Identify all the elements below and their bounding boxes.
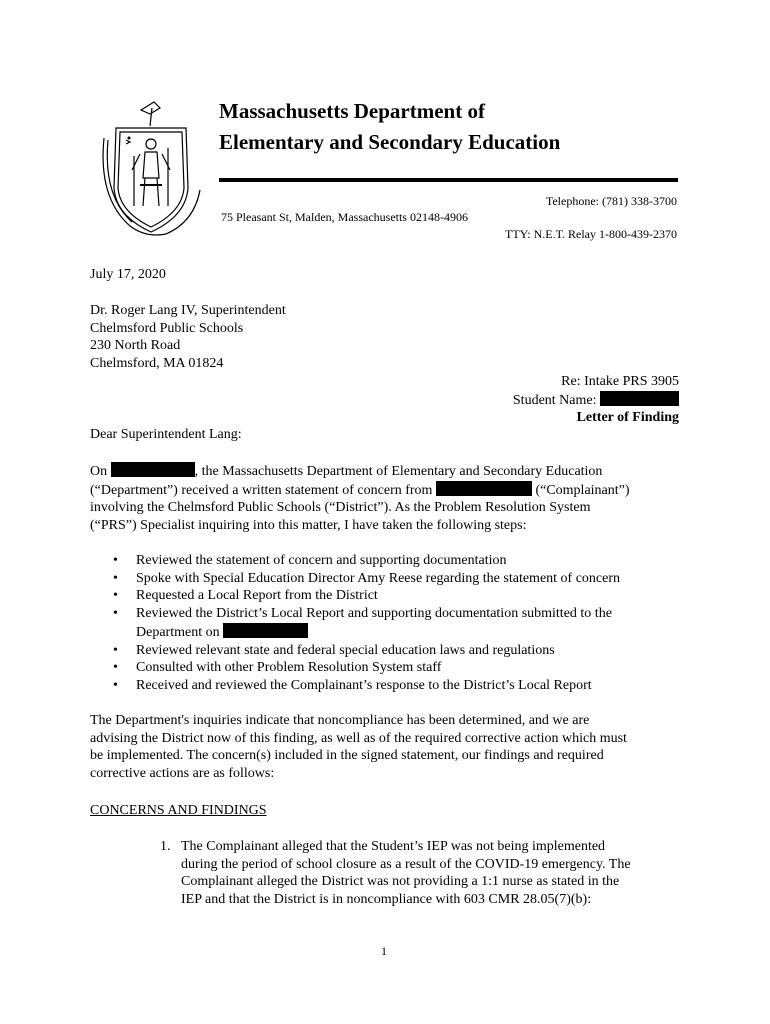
tty: TTY: N.E.T. Relay 1-800-439-2370 <box>505 227 677 241</box>
steps-list <box>90 552 690 695</box>
recipient-line: Chelmsford, MA 01824 <box>90 356 224 372</box>
list-item: • Consulted with other Problem Resolution System staff <box>90 659 690 677</box>
redacted-date <box>111 462 195 477</box>
telephone: Telephone: (781) 338-3700 <box>545 194 677 208</box>
paragraph-line: advising the District now of this finding, as well as of the required corrective action which must <box>90 730 627 746</box>
intro-text: (“Department”) received a written statement of concern from <box>90 482 436 498</box>
recipient-block <box>90 302 286 373</box>
page-number: 1 <box>381 944 387 958</box>
list-item: • Requested a Local Report from the District <box>90 587 690 605</box>
letter-date: July 17, 2020 <box>90 267 166 282</box>
paragraph-line: The Department's inquiries indicate that noncompliance has been determined, and we are <box>90 713 590 728</box>
redacted-student-name <box>600 391 679 406</box>
reference-block <box>279 373 679 427</box>
intro-line <box>90 462 690 481</box>
student-name-label: Student Name: <box>512 392 597 408</box>
finding-line: IEP and that the District is in noncompliance with 603 CMR 28.05(7)(b): <box>181 892 592 908</box>
intro-text: , the Massachusetts Department of Elementary and Secondary Education <box>194 464 603 479</box>
list-item <box>90 605 690 641</box>
salutation: Dear Superintendent Lang: <box>90 427 242 442</box>
finding-line: Complainant alleged the District was not providing a 1:1 nurse as stated in the <box>181 874 620 890</box>
section-heading: CONCERNS AND FINDINGS <box>90 803 267 818</box>
findings-intro-paragraph <box>90 712 690 783</box>
step-text: Department on <box>136 624 224 640</box>
step-text-cont <box>136 623 690 642</box>
header-rule <box>219 178 678 182</box>
recipient-line: 230 North Road <box>90 338 181 354</box>
list-item: • Reviewed the statement of concern and supporting documentation <box>90 552 690 570</box>
paragraph-line: corrective actions are as follows: <box>90 766 275 782</box>
intro-line: involving the Chelmsford Public Schools (“District”). As the Problem Resolution System <box>90 500 591 516</box>
letter-type: Letter of Finding <box>576 410 679 426</box>
finding-line: during the period of school closure as a result of the COVID-19 emergency. The <box>181 856 631 872</box>
list-item: • Received and reviewed the Complainant’s response to the District’s Local Report <box>90 677 690 695</box>
intro-line: (“PRS”) Specialist inquiring into this matter, I have taken the following steps: <box>90 518 527 534</box>
intro-text: (“Complainant”) <box>531 482 630 498</box>
re-line: Re: Intake PRS 3905 <box>561 374 679 389</box>
department-title <box>219 96 560 158</box>
intro-text: On <box>90 464 111 479</box>
list-item: • Reviewed relevant state and federal special education laws and regulations <box>90 642 690 660</box>
student-name-line <box>279 391 679 410</box>
finding-number: 1. <box>160 839 171 854</box>
finding-text <box>181 838 681 909</box>
paragraph-line: be implemented. The concern(s) included in the signed statement, our findings and required <box>90 748 604 764</box>
redacted-date <box>223 623 308 638</box>
massachusetts-seal-icon <box>96 98 206 240</box>
intro-line <box>90 481 690 500</box>
department-title-line2: Elementary and Secondary Education <box>219 130 561 154</box>
recipient-line: Chelmsford Public Schools <box>90 320 244 336</box>
address: 75 Pleasant St, Malden, Massachusetts 02148-4906 <box>221 210 468 224</box>
finding-line: The Complainant alleged that the Student’s IEP was not being implemented <box>181 839 606 854</box>
step-text: • Reviewed the District’s Local Report and supporting documentation submitted to the <box>136 606 612 622</box>
redacted-complainant <box>436 481 532 496</box>
intro-paragraph <box>90 462 690 535</box>
recipient-line: Dr. Roger Lang IV, Superintendent <box>90 303 286 318</box>
list-item: • Spoke with Special Education Director Amy Reese regarding the statement of concern <box>90 570 690 588</box>
department-title-line1: Massachusetts Department of <box>219 99 485 123</box>
